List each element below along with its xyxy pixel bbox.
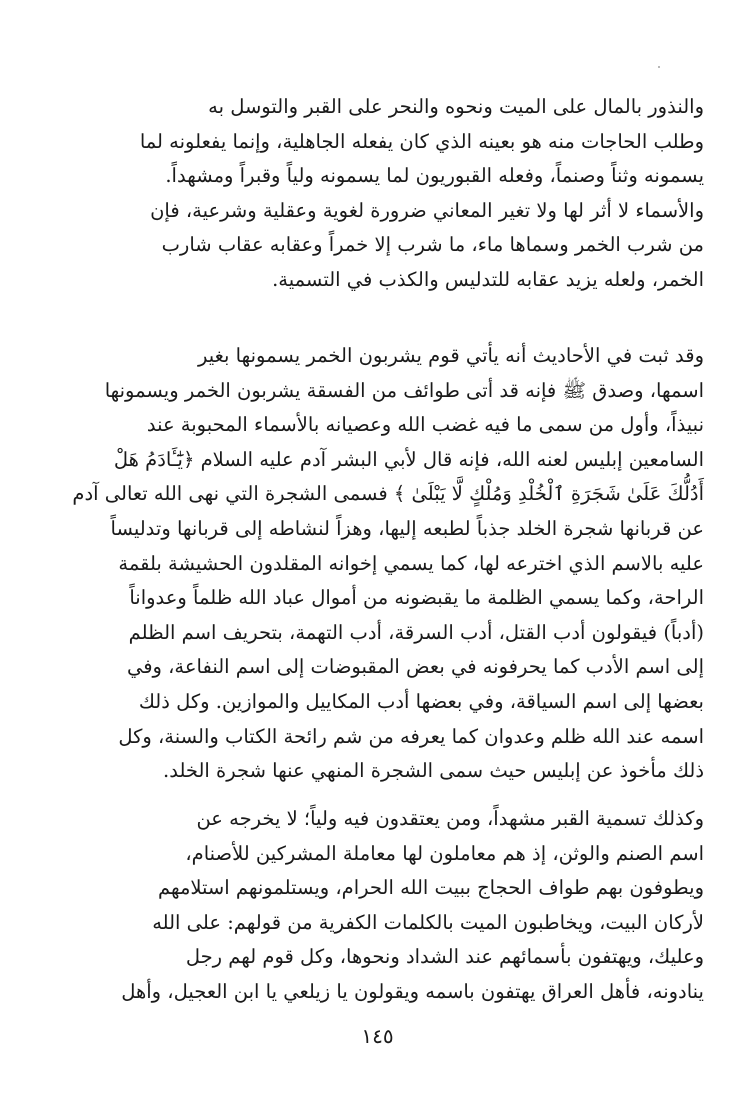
paragraph-text: وكذلك تسمية القبر مشهداً، ومن يعتقدون فيه ولياً؛ لا يخرجه عن اسم الصنم والوثن، إذ هم معاملون لها معاملة المشركين للأصنام، ويطوفون بهم طواف الحجاج ببيت الله الحرام، ويستلمونهم استلامهم لأركان البيت، ويخاطبون الميت بالكلمات الكفرية من قولهم: على الله وعليك، ويهتفون بأسمائهم عند الشداد ونحوها، وكل قوم لهم رجل ينادونه، فأهل العراق يهتفون باسمه ويقولون يا زيلعي يا ابن العجيل، وأهل bbox=[121, 807, 704, 1003]
paragraph-3 bbox=[66, 802, 704, 1010]
paragraph-text: والنذور بالمال على الميت ونحوه والنحر على القبر والتوسل به وطلب الحاجات منه هو بعينه الذي كان يفعله الجاهلية، وإنما يفعلونه لما يسمونه وثناً وصنماً، وفعله القبوريون لما يسمونه ولياً وقبراً ومشهداً. والأسماء لا أثر لها ولا تغير المعاني ضرورة لغوية وعقلية وشرعية، فإن من شرب الخمر وسماها ماء، ما شرب إلا خمراً وعقابه عقاب شارب الخمر، ولعله يزيد عقابه للتدليس والكذب في التسمية. bbox=[139, 95, 704, 291]
page-number: ١٤٥ bbox=[361, 1024, 394, 1048]
paragraph-text: وقد ثبت في الأحاديث أنه يأتي قوم يشربون الخمر يسمونها بغير اسمها، وصدق ﷺ فإنه قد أتى طوائف من الفسقة يشربون الخمر ويسمونها نبيذاً، وأول من سمى ما فيه غضب الله وعصيانه بالأسماء المحبوبة عند السامعين إبليس لعنه الله، فإنه قال لأبي البشر آدم عليه السلام ﴿يَٰٓـَٔادَمُ هَلْ أَدُلُّكَ عَلَىٰ شَجَرَةِ ٱلْخُلْدِ وَمُلْكٍ لَّا يَبْلَىٰ ﴾ فسمى الشجرة التي نهى الله تعالى آدم عن قربانها شجرة الخلد جذباً لطبعه إليها، وهزاً لنشاطه إلى قربانها وتدليساً عليه بالاسم الذي اخترعه لها، كما يسمي إخوانه المقلدون الحشيشة بلقمة الراحة، وكما يسمي الظلمة ما يقبضونه من أموال عباد الله ظلماً وعدواناً (أدباً) فيقولون أدب القتل، أدب السرقة، أدب التهمة، بتحريف اسم الظلم إلى اسم الأدب كما يحرفونه في بعض المقبوضات إلى اسم النفاعة، وفي بعضها إلى اسم السياقة، وفي بعضها أدب المكاييل والموازين. وكل ذلك اسمه عند الله ظلم وعدوان كما يعرفه من شم رائحة الكتاب والسنة، وكل ذلك مأخوذ عن إبليس حيث سمى الشجرة المنهي عنها شجرة الخلد. bbox=[72, 344, 704, 783]
paragraph-1 bbox=[66, 90, 704, 298]
scan-speck bbox=[658, 66, 660, 68]
paragraph-2 bbox=[66, 339, 704, 789]
